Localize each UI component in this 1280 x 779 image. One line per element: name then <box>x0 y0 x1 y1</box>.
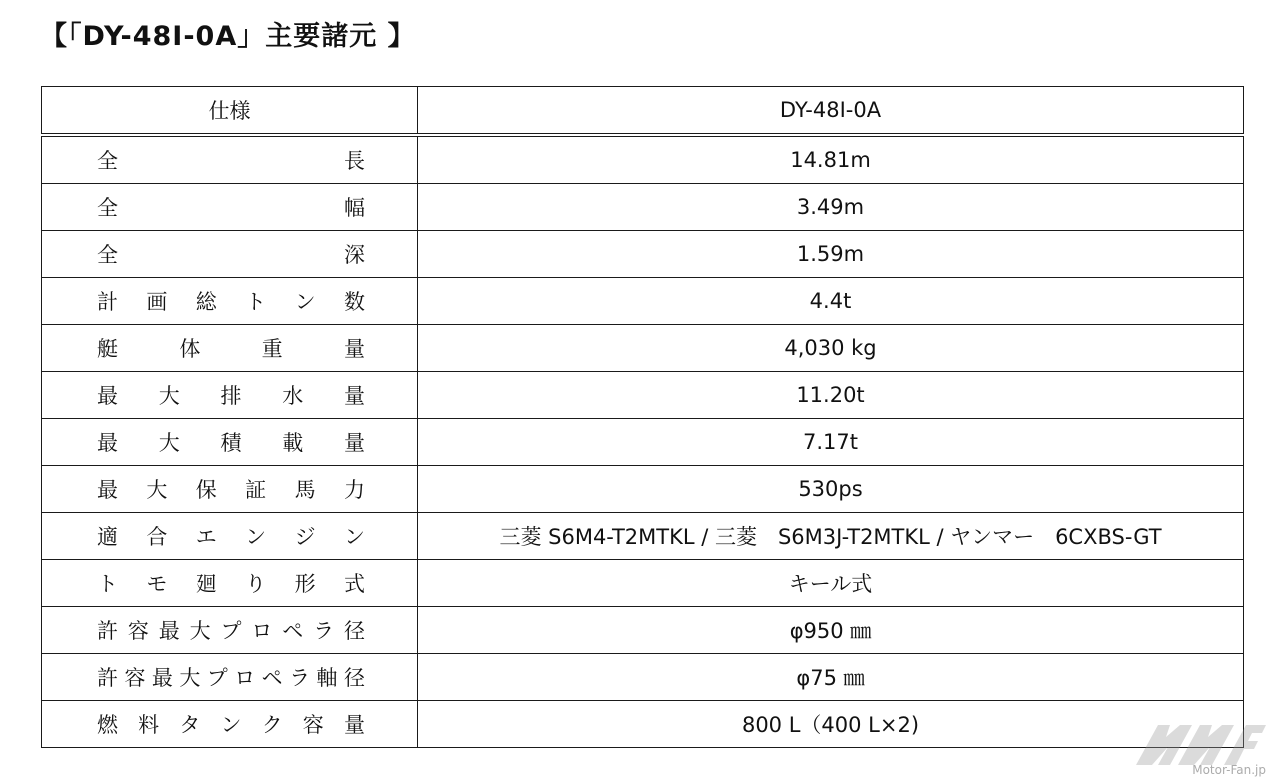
motor-fan-logo-icon <box>1136 717 1266 767</box>
spec-label-char: 馬 <box>294 478 316 502</box>
spec-label <box>42 513 418 560</box>
table-row <box>42 278 1244 325</box>
spec-label-char: ン <box>220 713 242 737</box>
spec-value: φ75 ㎜ <box>418 654 1244 701</box>
spec-label-char: 力 <box>343 478 365 502</box>
spec-label-char: ラ <box>289 666 311 690</box>
spec-label-char: ン <box>343 525 365 549</box>
spec-value: 11.20t <box>418 372 1244 419</box>
table-row <box>42 513 1244 560</box>
spec-label-char: 大 <box>189 619 211 643</box>
table-row <box>42 560 1244 607</box>
spec-label-char: プ <box>206 666 228 690</box>
spec-value: 530ps <box>418 466 1244 513</box>
spec-label-char: 最 <box>97 478 118 502</box>
spec-label <box>42 231 418 278</box>
spec-label-char: 量 <box>343 337 365 361</box>
table-row <box>42 701 1244 748</box>
spec-label-char: 幅 <box>344 196 365 220</box>
spec-label-char: 合 <box>146 525 168 549</box>
spec-label-char: 量 <box>343 713 365 737</box>
spec-label-char: 容 <box>124 666 146 690</box>
spec-value: φ950 ㎜ <box>418 607 1244 654</box>
spec-label <box>42 701 418 748</box>
table-header-row <box>42 87 1244 136</box>
spec-label-text <box>42 278 417 324</box>
spec-label <box>42 419 418 466</box>
spec-value: 7.17t <box>418 419 1244 466</box>
spec-label-char: 全 <box>97 149 118 173</box>
spec-label <box>42 654 418 701</box>
spec-label-char: 最 <box>97 431 118 455</box>
spec-value: 4.4t <box>418 278 1244 325</box>
spec-label-char: 量 <box>344 384 365 408</box>
spec-label-char: 量 <box>344 431 365 455</box>
spec-label-char: 大 <box>179 666 201 690</box>
page-title: 【「DY-48I-0A」主要諸元 】 <box>40 21 416 52</box>
spec-value: 三菱 S6M4-T2MTKL / 三菱 S6M3J-T2MTKL / ヤンマー 6CXBS-GT <box>418 513 1244 560</box>
table-row <box>42 654 1244 701</box>
spec-label-char: 最 <box>151 666 173 690</box>
spec-label-char: 適 <box>97 525 118 549</box>
spec-label-char: 容 <box>302 713 324 737</box>
spec-label-text <box>42 137 417 183</box>
spec-label-char: 大 <box>146 478 168 502</box>
spec-label <box>42 372 418 419</box>
spec-label <box>42 184 418 231</box>
table-row <box>42 466 1244 513</box>
spec-label-text <box>42 654 417 700</box>
spec-label-char: 許 <box>97 666 118 690</box>
spec-label-text <box>42 560 417 606</box>
spec-value: キール式 <box>418 560 1244 607</box>
spec-label <box>42 560 418 607</box>
spec-label <box>42 325 418 372</box>
spec-label-char: 数 <box>343 290 365 314</box>
spec-label-char: 大 <box>158 384 180 408</box>
spec-label-char: 水 <box>282 384 304 408</box>
header-model: DY-48I-0A <box>418 87 1244 136</box>
spec-label <box>42 135 418 184</box>
spec-label-text <box>42 607 417 653</box>
spec-label-char: 許 <box>97 619 118 643</box>
spec-label-char: 画 <box>146 290 168 314</box>
spec-label-text <box>42 325 417 371</box>
spec-label-char: ペ <box>261 666 283 690</box>
table-row <box>42 372 1244 419</box>
spec-label-char: 保 <box>195 478 217 502</box>
spec-label-char: ン <box>245 525 267 549</box>
spec-label <box>42 466 418 513</box>
spec-label-char: 料 <box>138 713 160 737</box>
spec-value: 14.81m <box>418 135 1244 184</box>
table-row <box>42 184 1244 231</box>
spec-label-text <box>42 419 417 465</box>
spec-label-char: ク <box>261 713 283 737</box>
spec-label <box>42 278 418 325</box>
table-row <box>42 419 1244 466</box>
spec-label-char: 排 <box>220 384 242 408</box>
spec-label-text <box>42 466 417 512</box>
spec-label-char: 深 <box>344 243 365 267</box>
spec-label-text <box>42 184 417 230</box>
spec-label-text <box>42 513 417 559</box>
table-row <box>42 607 1244 654</box>
spec-label-char: 証 <box>245 478 267 502</box>
spec-value: 3.49m <box>418 184 1244 231</box>
spec-label-char: ト <box>97 572 118 596</box>
spec-label-char: ロ <box>234 666 256 690</box>
table-row <box>42 231 1244 278</box>
spec-label-text <box>42 372 417 418</box>
table-row <box>42 135 1244 184</box>
spec-table <box>41 86 1244 748</box>
spec-label-char: ペ <box>282 619 304 643</box>
spec-label-char: エ <box>195 525 217 549</box>
header-label: 仕様 <box>42 87 418 136</box>
spec-label-char: タ <box>179 713 201 737</box>
spec-label-char: 最 <box>97 384 118 408</box>
spec-label-char: 載 <box>282 431 304 455</box>
spec-label <box>42 607 418 654</box>
spec-value: 800 L（400 L×2) <box>418 701 1244 748</box>
spec-label-char: 全 <box>97 243 118 267</box>
spec-label-text <box>42 231 417 277</box>
spec-label-char: 径 <box>343 666 365 690</box>
watermark-text: Motor-Fan.jp <box>1192 763 1266 777</box>
spec-label-char: ロ <box>251 619 273 643</box>
table-row <box>42 325 1244 372</box>
spec-value: 1.59m <box>418 231 1244 278</box>
spec-label-char: 積 <box>220 431 242 455</box>
spec-label-char: 最 <box>158 619 180 643</box>
spec-label-char: プ <box>220 619 242 643</box>
spec-label-char: 重 <box>261 337 283 361</box>
spec-label-char: 軸 <box>316 666 338 690</box>
spec-label-char: り <box>245 572 267 596</box>
spec-label-char: モ <box>146 572 168 596</box>
spec-label-char: 総 <box>195 290 217 314</box>
spec-label-char: 式 <box>343 572 365 596</box>
spec-label-char: 径 <box>344 619 365 643</box>
spec-label-char: 長 <box>344 149 365 173</box>
spec-label-char: 容 <box>127 619 149 643</box>
spec-label-char: ラ <box>313 619 335 643</box>
spec-label-char: 全 <box>97 196 118 220</box>
spec-label-char: 廻 <box>195 572 217 596</box>
spec-value: 4,030 kg <box>418 325 1244 372</box>
spec-label-char: 艇 <box>97 337 118 361</box>
spec-label-char: 燃 <box>97 713 118 737</box>
spec-label-char: ン <box>294 290 316 314</box>
spec-label-char: ジ <box>294 525 316 549</box>
spec-label-char: 形 <box>294 572 316 596</box>
spec-label-text <box>42 701 417 747</box>
spec-label-char: 大 <box>158 431 180 455</box>
spec-label-char: 計 <box>97 290 118 314</box>
spec-label-char: 体 <box>179 337 201 361</box>
spec-label-char: ト <box>245 290 267 314</box>
